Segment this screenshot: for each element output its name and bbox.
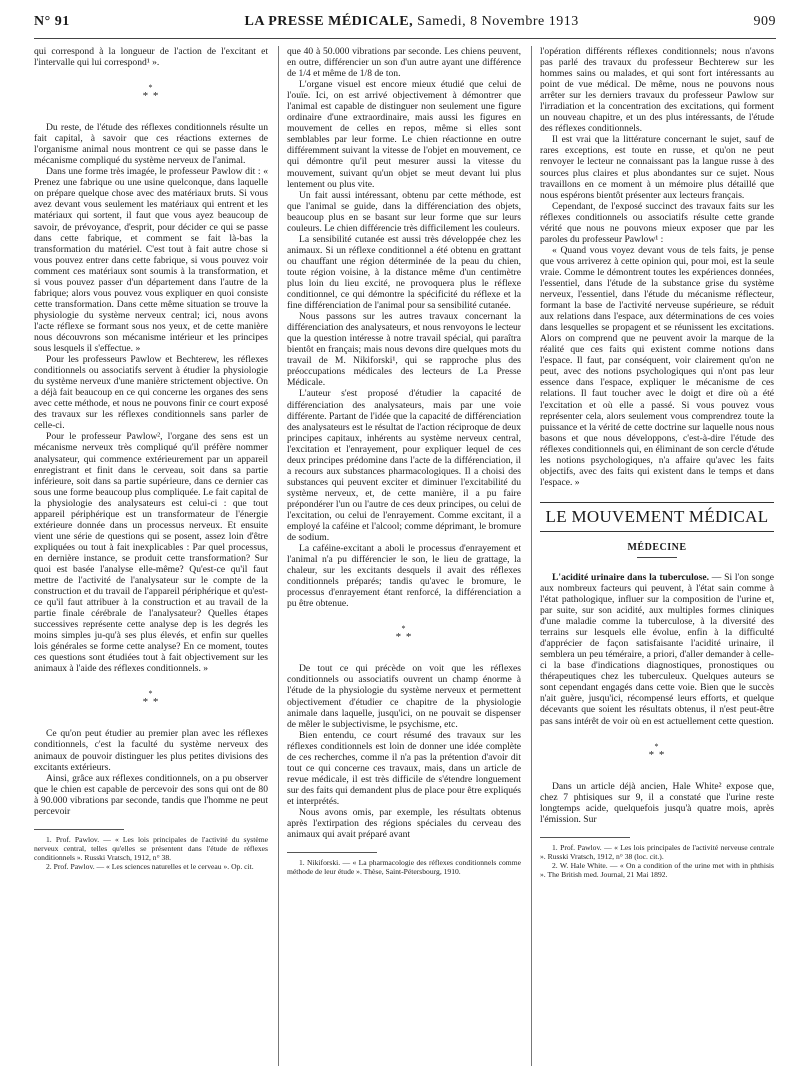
footnote: 2. Prof. Pawlov. — « Les sciences naturelles et le cerveau ». Op. cit.	[46, 862, 254, 872]
paragraph: La caféine-excitant a aboli le processus d'enrayement et l'animal n'a pu différencier le son, le lieu de grattage, la chaleur, sur les excitants desquels il avait des réflexes conditionnels préparés; tandis qu'avec le bromure, le processus d'enrayement étant renforcé, la différenciation a pu être obtenue.	[287, 543, 521, 610]
journal-title	[245, 14, 579, 30]
paragraph: Pour les professeurs Pawlow et Bechterew, les réflexes conditionnels ou associatifs servent à étudier la physiologie du système nerveux d'une manière strictement objective. On a déjà fait beaucoup en ce qui concerne les organes des sens avec cette méthode, et nous ne pouvons finir ce court exposé des travaux sur les réflexes conditionnels sans parler de celle-ci.	[34, 354, 268, 432]
section-separator: * * *	[395, 624, 413, 644]
article-text: — Si l'on songe aux nombreux facteurs qui peuvent, à l'état sain comme à l'état pathologique, influer sur la composition de l'urine et, par suite, sur son acidité, aux multiples formes cliniques d'une maladie comme la tuberculose, à la diversité des terrains sur lesquels elle évolue, enfin à la difficulté d'apprécier de façon satisfaisante l'acidité urinaire, il semblera un peu téméraire, a priori, d'aller demander à celle-ci la base d'indications diagnostiques, pronostiques ou thérapeutiques chez les tuberculeux. Quelques auteurs se sont cependant engagés dans cette voie. Bien que le succès n'ait guère, jusqu'ici, récompensé leurs efforts, et quelque décevants que soient les résultats obtenus, il n'est peut-être pas sans intérêt de voir où en est actuellement cette question.	[540, 571, 774, 727]
issue-number: N° 91	[34, 14, 70, 29]
column-divider	[531, 46, 532, 1066]
page-number: 909	[753, 14, 776, 29]
footnote-rule	[287, 852, 377, 853]
footnote-rule	[34, 829, 124, 830]
paragraph: qui correspond à la longueur de l'action de l'excitant et l'intervalle qui lui correspond¹ ».	[34, 46, 268, 69]
footnote: 2. W. Hale White. — « On a condition of the urine met with in phthisis ». The British med. Journal, 21 Mai 1892.	[540, 861, 774, 880]
paragraph: De tout ce qui précède on voit que les réflexes conditionnels ou associatifs ouvrent un champ énorme à l'étude de la physiologie du système nerveux et permettent objectivement d'étudier ce chapitre de la physiologie animale dans laquelle, jusqu'ici, on ne pouvait se dispenser de mêler le subjectivisme, le psychisme, etc.	[287, 663, 521, 730]
paragraph: Cependant, de l'exposé succinct des travaux faits sur les réflexes conditionnels ou associatifs résulte cette grande vérité que nous ne pouvons mieux exposer que par les paroles du professeur Pawlow¹ :	[540, 200, 774, 245]
article-title: L'acidité urinaire dans la tuberculose.	[552, 571, 709, 583]
subsection-rule	[637, 557, 677, 558]
footnote: 1. Prof. Pawlov. — « Les lois principales de l'activité du système nerveux central, telles qu'elles se présentent dans l'étude de réflexes conditionnels ». Russki Vratsch, 1912, n° 38.	[34, 834, 268, 863]
paragraph: Dans une forme très imagée, le professeur Pawlow dit : « Prenez une fabrique ou une usine quelconque, dans laquelle on prépare quelque chose avec des matériaux bruts. Si vous avez devant vous seulement les matériaux qui entrent et les matériaux qui sortent, il faut que vous ayez beaucoup de savoir, de prévoyance, d'esprit, pour décider ce qui se passe dans cette fabrique, et comment se fait là-bas la transformation du matériel. C'est tout à fait autre chose si vous pouvez entrer dans cette fabrique, si vous pouvez voir comment ces matériaux sont soumis à la transformation, et si vous pouvez passer d'un département dans l'autre de la fabrique; alors vous pouvez vous expliquer en quoi consiste cette transformation. Dans cette même situation se trouve la physiologie du système nerveux central; ici, nous avons l'acte réflexe se formant sous nos yeux, et de cette manière nous découvrons son mécanisme intérieur et les principes sous lesquels il s'effectue. »	[34, 166, 268, 355]
paragraph: Ce qu'on peut étudier au premier plan avec les réflexes conditionnels, c'est la faculté du système nerveux des animaux de pouvoir distinguer les plus petites divisions des excitants extérieurs.	[34, 728, 268, 773]
column-1	[34, 46, 268, 872]
paragraph: Il est vrai que la littérature concernant le sujet, sauf de rares exceptions, est toute en russe, et qu'on ne peut renvoyer le lecteur ne connaissant pas la langue russe à des sources plus claires et plus abondantes sur ce sujet. Nous travaillons en ce moment à un mémoire plus détaillé que nous espérons bientôt présenter aux lecteurs français.	[540, 134, 774, 201]
column-2	[287, 46, 521, 877]
paragraph: « Quand vous voyez devant vous de tels faits, je pense que vous arriverez à cette opinion qui, pour moi, est la seule vraie. Comme le démontrent toutes les expériences données, l'essentiel, dans l'étude de la substance grise du système nerveux, l'essentiel, dans l'étude du mécanisme réflecteur, formant la base de l'activité nerveuse supérieure, se réduit aux relations dans l'espace, aux déterminations de ces voies dans lesquelles se propagent et se réunissent les excitations. Alors on comprend que ne peuvent avoir la marque de la réalité que ces faits qui existent comme notions dans l'espace. Il faut, par conséquent, voir clairement qu'on ne peut, avec des notions psychologiques qui n'ont pas leur essence dans l'espace, expliquer le mécanisme de ces relations. Il faut toucher avec le doigt et dire où a été l'excitation et où elle a passé. Si vous pouvez vous représenter cela, alors seulement vous comprendrez toute la puissance et la vérité de cette doctrine sur laquelle nous nous basons et que nous développons, c'est-à-dire l'étude des réflexes conditionnels qui, en éliminant de son cercle d'étude les notions psychologiques, n'a affaire qu'avec les faits objectifs, avec des faits qui existent dans le temps et dans l'espace. »	[540, 244, 774, 488]
paragraph: L'auteur s'est proposé d'étudier la capacité de différenciation des analysateurs, mais par une voie différente. Partant de l'idée que la capacité de différenciation des analysateurs est le résultat de l'action réciproque de deux principes capitaux, inhérents au système nerveux central, l'excitation et l'enrayement, pour expliquer lequel de ces deux principes prédomine dans l'acte de la différenciation, il a recours aux substances pharmacologiques. Il a choisi des substances qui peuvent exciter et diminuer l'excitabilité du système nerveux, et, de cette manière, il a pu faire prépondérer l'un ou l'autre de ces deux principes, ou celui de l'excitation, ou celui de l'enrayement. Comme excitant, il a employé la caféine et l'alcool; comme déprimant, le bromure de sodium.	[287, 388, 521, 544]
paragraph: Du reste, de l'étude des réflexes conditionnels résulte un fait capital, à savoir que ces réactions externes de l'organisme animal nous montrent ce qui se passe dans le mécanisme compliqué du système nerveux de l'animal.	[34, 122, 268, 167]
footnote-rule	[540, 837, 630, 838]
paragraph: Bien entendu, ce court résumé des travaux sur les réflexes conditionnels est loin de donner une idée complète de ces recherches, comme il n'a pas la prétention d'avoir dit tout ce qui concerne ces travaux, mais, dans un article de revue médicale, il est très difficile de s'étendre longuement sur des faits qui demandent plus de place pour être expliqués et interprétés.	[287, 729, 521, 807]
article-paragraph	[540, 572, 774, 727]
section-title: LE MOUVEMENT MÉDICAL	[540, 502, 774, 532]
paragraph: L'organe visuel est encore mieux étudié que celui de l'ouïe. Ici, on est arrivé objectivement à démontrer que l'animal est capable de distinguer non seulement une figure ordinaire d'une extraordinaire, mais aussi les figures en mouvement de celles en repos, même si elles sont semblables par leur forme. Le chien réactionne en outre différemment suivant la vitesse de l'objet en mouvement, ce qui démontre qu'il peut mesurer aussi la vitesse du mouvement, suivant qu'un objet se meut devant lui plus lentement ou plus vite.	[287, 79, 521, 190]
journal-name: LA PRESSE MÉDICALE,	[244, 14, 414, 29]
section-separator: * * *	[142, 83, 160, 103]
column-3	[540, 46, 774, 880]
section-separator: * * *	[648, 741, 666, 761]
issue-date: Samedi, 8 Novembre 1913	[413, 14, 579, 29]
paragraph: Nous passons sur les autres travaux concernant la différenciation des analysateurs, et nous renvoyons le lecteur que la question intéresse à notre travail spécial, qui paraîtra bientôt en français; mais nous devons dire quelques mots du travail de M. Nikiforski¹, qui se rapproche plus des préoccupations médicales des lecteurs de La Presse Médicale.	[287, 311, 521, 389]
paragraph: Un fait aussi intéressant, obtenu par cette méthode, est que l'animal se guide, dans la différenciation des objets, beaucoup plus en se basant sur leur forme que sur leurs couleurs. Le chien différencie très difficilement les couleurs.	[287, 189, 521, 234]
footnote: 1. Prof. Pawlov. — « Les lois principales de l'activité nerveuse centrale ». Russki Vratsch, 1912, n° 38 (loc. cit.).	[540, 842, 774, 861]
column-divider	[278, 46, 279, 1066]
paragraph: La sensibilité cutanée est aussi très développée chez les animaux. Si un réflexe conditionnel a été obtenu en grattant ou chauffant une région déterminée de la peau du chien, toute région voisine, à la distance même d'un centimètre plus loin du lieu excité, ne provoquera plus le réflexe conditionnel, ce qui démontre la spécificité du réflexe et la fine différenciation de l'animal pour sa sensibilité cutanée.	[287, 233, 521, 312]
paragraph: Ainsi, grâce aux réflexes conditionnels, on a pu observer que le chien est capable de percevoir des sons qui ont de 80 à 90.000 vibrations par seconde, tandis que l'homme ne peut percevoir	[34, 772, 268, 817]
paragraph: que 40 à 50.000 vibrations par seconde. Les chiens peuvent, en outre, différencier un son d'un autre ayant une différence de 1/4 et même de 1/8 de ton.	[287, 46, 521, 80]
page-header	[34, 14, 776, 36]
paragraph: Pour le professeur Pawlow², l'organe des sens est un mécanisme nerveux très compliqué qu'il préfère nommer analysateur, qui commence extérieurement par un appareil enregistrant et finit dans le cerveau, soit dans sa partie inférieure, soit dans sa partie supérieure, dans ce dernier cas sous une forme beaucoup plus compliquée. Le fait capital de la physiologie des analysateurs est celui-ci : que tout appareil périphérique est un transformateur de l'énergie extérieure donnée dans un processus nerveux. Et ensuite vient une série de questions qui se posent, assez loin d'être expliquées ou tout à fait inexplicables : Par quel processus, en dernière instance, se produit cette transformation? Sur quoi est basée l'analyse elle-même? Qu'est-ce qu'il faut mettre de l'activité de l'analysateur sur le compte de la construction et du travail de l'appareil périphérique et qu'est-ce qu'il faut attribuer à la construction et au travail de la partie finale cérébrale de l'analysateur? Quelles étapes successives représente cette analyse dep is les degrés les moins simples ju-qu'à ses plus élevés, et enfin sur quelles lois générales se forme cette analyse? En ce moment, toutes ces questions sont étudiées tout à fait objectivement sur les animaux à l'aide des réflexes conditionnels. »	[34, 431, 268, 675]
footnote: 1. Nikiforski. — « La pharmacologie des réflexes conditionnels comme méthode de leur étude ». Thèse, Saint-Pétersbourg, 1910.	[287, 858, 521, 877]
subsection-title: MÉDECINE	[627, 541, 687, 553]
section-separator: * * *	[142, 689, 160, 709]
paragraph: Dans un article déjà ancien, Hale White² expose que, chez 7 phtisiques sur 9, il a constaté que l'urine reste longtemps acide, quelquefois jusqu'à quatre mois, après l'émission. Sur	[540, 780, 774, 825]
header-rule	[34, 38, 776, 39]
paragraph: Nous avons omis, par exemple, les résultats obtenus après l'extirpation des régions spéciales du cerveau des animaux qui avait préparé avant	[287, 807, 521, 841]
paragraph: l'opération différents réflexes conditionnels; nous n'avons pas parlé des travaux du professeur Bechterew sur les hommes sains ou malades, et qui sont fort intéressants au point de vue médical. De même, nous ne pouvons nous arrêter sur les derniers travaux du professeur Pawlow sur l'irradiation et la concentration des excitations, qui forment un nouveau chapitre, et un des plus intéressants, de l'étude des réflexes conditionnels.	[540, 46, 774, 135]
